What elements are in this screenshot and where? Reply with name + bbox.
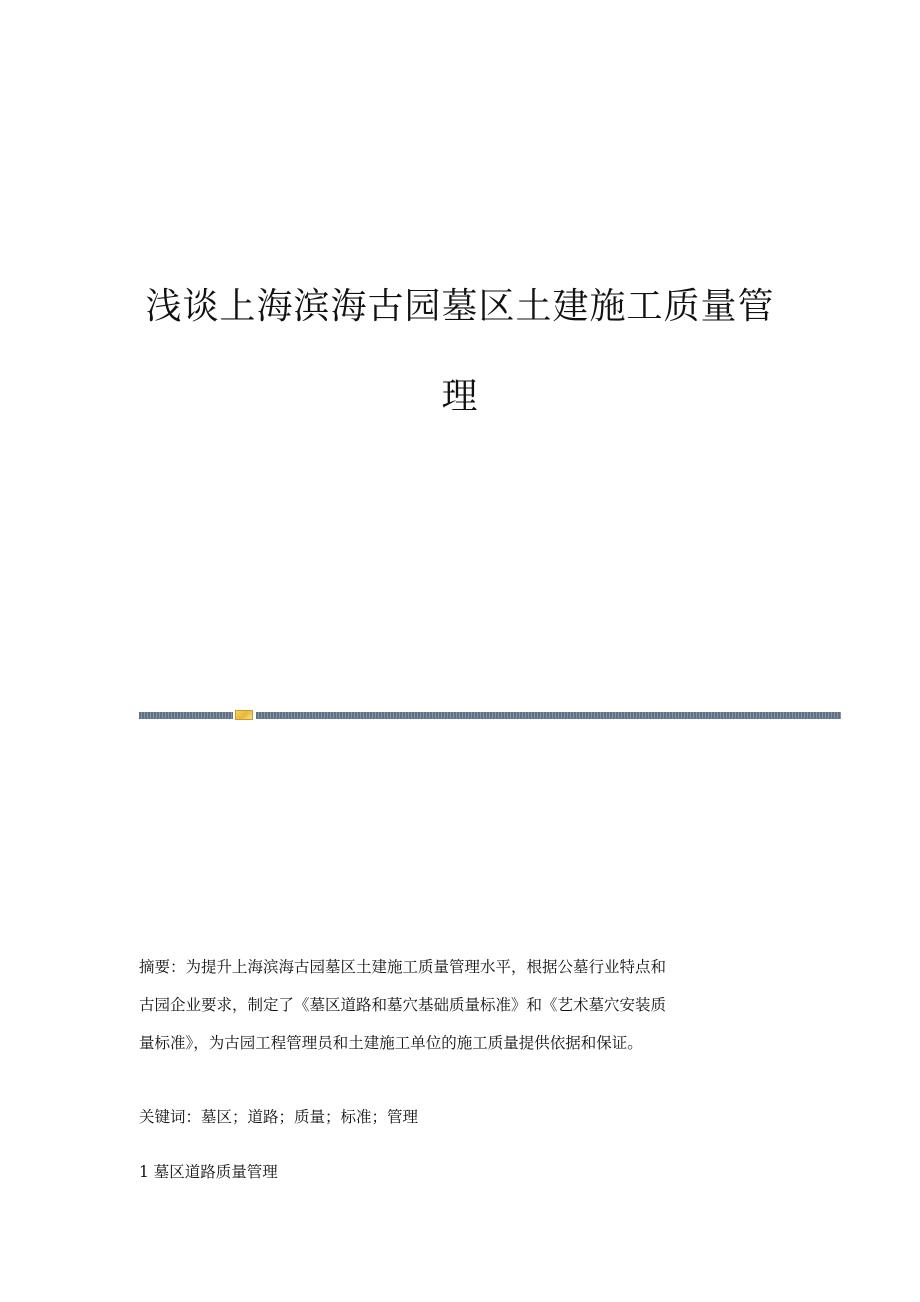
abstract-line-1: 摘要：为提升上海滨海古园墓区土建施工质量管理水平，根据公墓行业特点和 (139, 958, 667, 976)
keywords-line: 关键词：墓区；道路；质量；标准；管理 (139, 1108, 419, 1126)
abstract-paragraph (139, 948, 779, 1062)
document-title (130, 262, 790, 442)
divider-bar-right (256, 712, 841, 719)
abstract-line-3: 量标准》，为古园工程管理员和土建施工单位的施工质量提供依据和保证。 (139, 1034, 643, 1052)
section-heading: 1 墓区道路质量管理 (139, 1163, 278, 1181)
title-line-1: 浅谈上海滨海古园墓区土建施工质量管 (145, 286, 775, 327)
title-line-2: 理 (441, 376, 479, 417)
abstract-line-2: 古园企业要求，制定了《墓区道路和墓穴基础质量标准》和《艺术墓穴安装质 (139, 996, 667, 1014)
divider-bar-left (139, 712, 233, 719)
title-divider (139, 710, 841, 720)
divider-ornament-icon (235, 710, 253, 720)
